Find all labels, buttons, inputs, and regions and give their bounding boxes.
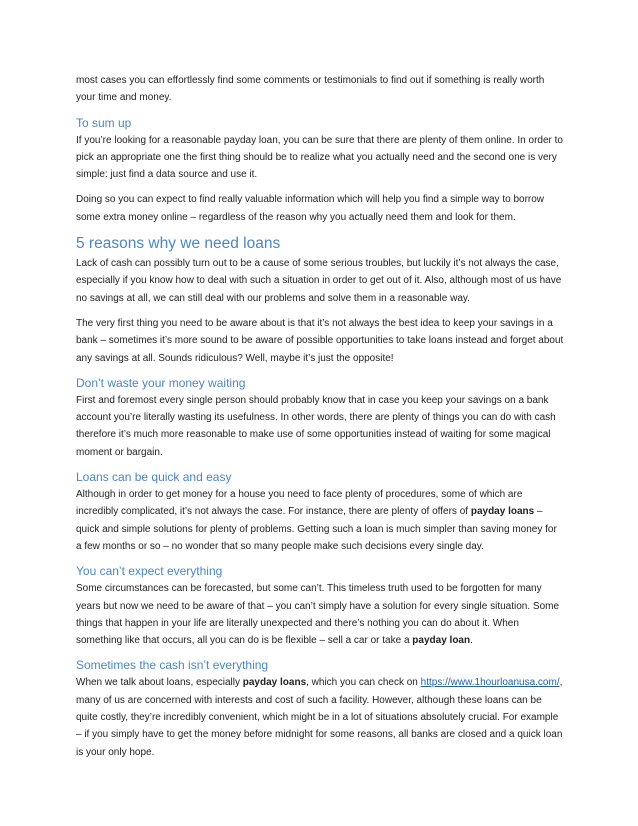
heading-cant-expect: You can’t expect everything: [76, 564, 223, 579]
quick-paragraph: [76, 486, 564, 555]
reasons-paragraph-1: Lack of cash can possibly turn out to be a cause of some serious troubles, but luckily it’s not always the case, especially if you know how to deal with such a situation in order to get out of it. Also, although most of us have no savings at all, we can still deal with our problems and solve them in a reasonable way.: [76, 258, 562, 304]
document-page: [76, 72, 564, 769]
expect-paragraph: [76, 580, 564, 649]
heading-5-reasons: 5 reasons why we need loans: [76, 235, 281, 253]
cash-text-c: , many of us are concerned with interests and cost of such a facility. However, although these loans can be quite costly, they’re incredibly convenient, which might be in a lot of situations absolutely crucial. For example – if you simply have to get the money before midnight for some reasons, all banks are closed and a quick loan is your only hope.: [76, 677, 563, 758]
intro-paragraph: most cases you can effortlessly find some comments or testimonials to find out if something is really worth your time and money.: [76, 75, 545, 104]
heading-dont-waste: Don’t waste your money waiting: [76, 375, 246, 390]
expect-bold-payday-loan: payday loan: [412, 635, 471, 647]
heading-to-sum-up: To sum up: [76, 115, 132, 130]
expect-text-b: .: [470, 635, 473, 647]
cash-text-a: When we talk about loans, especially: [76, 677, 243, 689]
expect-text-a: Some circumstances can be forecasted, but some can’t. This timeless truth used to be forgotten for many years but now we need to be aware of that – you can’t simply have a solution for every single situation. Some things that happen in your life are literally unexpected and there’s nothing you can do about it. When something like that occurs, all you can do is be flexible – sell a car or take a: [76, 583, 560, 647]
waiting-paragraph: First and foremost every single person should probably know that in case you keep your savings on a bank account you’re literally wasting its usefulness. In other words, there are plenty of things you can do with cash therefore it’s much more reasonable to make use of some opportunities instead of waiting for some magical moment or bargain.: [76, 394, 556, 458]
reasons-paragraph-2: The very first thing you need to be aware about is that it’s not always the best idea to keep your savings in a bank – sometimes it’s more sound to be aware of possible opportunities to take loans instead and forget about any savings at all. Sounds ridiculous? Well, maybe it’s just the opposite!: [76, 317, 564, 364]
heading-quick-easy: Loans can be quick and easy: [76, 470, 232, 485]
sum-up-paragraph-1: If you’re looking for a reasonable payday loan, you can be sure that there are plenty of them online. In order to pick an appropriate one the first thing should be to realize what you actually need and the second one is very simple: just find a data source and use it.: [76, 134, 563, 181]
heading-cash-isnt-everything: Sometimes the cash isn’t everything: [76, 658, 269, 673]
loan-site-link[interactable]: https://www.1hourloanusa.com/: [420, 677, 560, 689]
quick-bold-payday-loans: payday loans: [470, 506, 535, 518]
sum-up-paragraph-2: Doing so you can expect to find really valuable information which will help you find a simple way to borrow some extra money online – regardless of the reason why you actually need them and look for them.: [76, 194, 545, 223]
quick-text-b: – quick and simple solutions for plenty of problems. Getting such a loan is much simpler than saving money for a few months or so – no wonder that so many people make such decisions every single day.: [76, 506, 557, 552]
quick-text-a: Although in order to get money for a house you need to face plenty of procedures, some of which are incredibly complicated, it’s not always the case. For instance, there are plenty of offers of: [76, 489, 523, 518]
cash-paragraph: [76, 674, 564, 760]
cash-text-b: , which you can check on: [306, 677, 421, 689]
cash-bold-payday-loans: payday loans: [242, 677, 307, 689]
